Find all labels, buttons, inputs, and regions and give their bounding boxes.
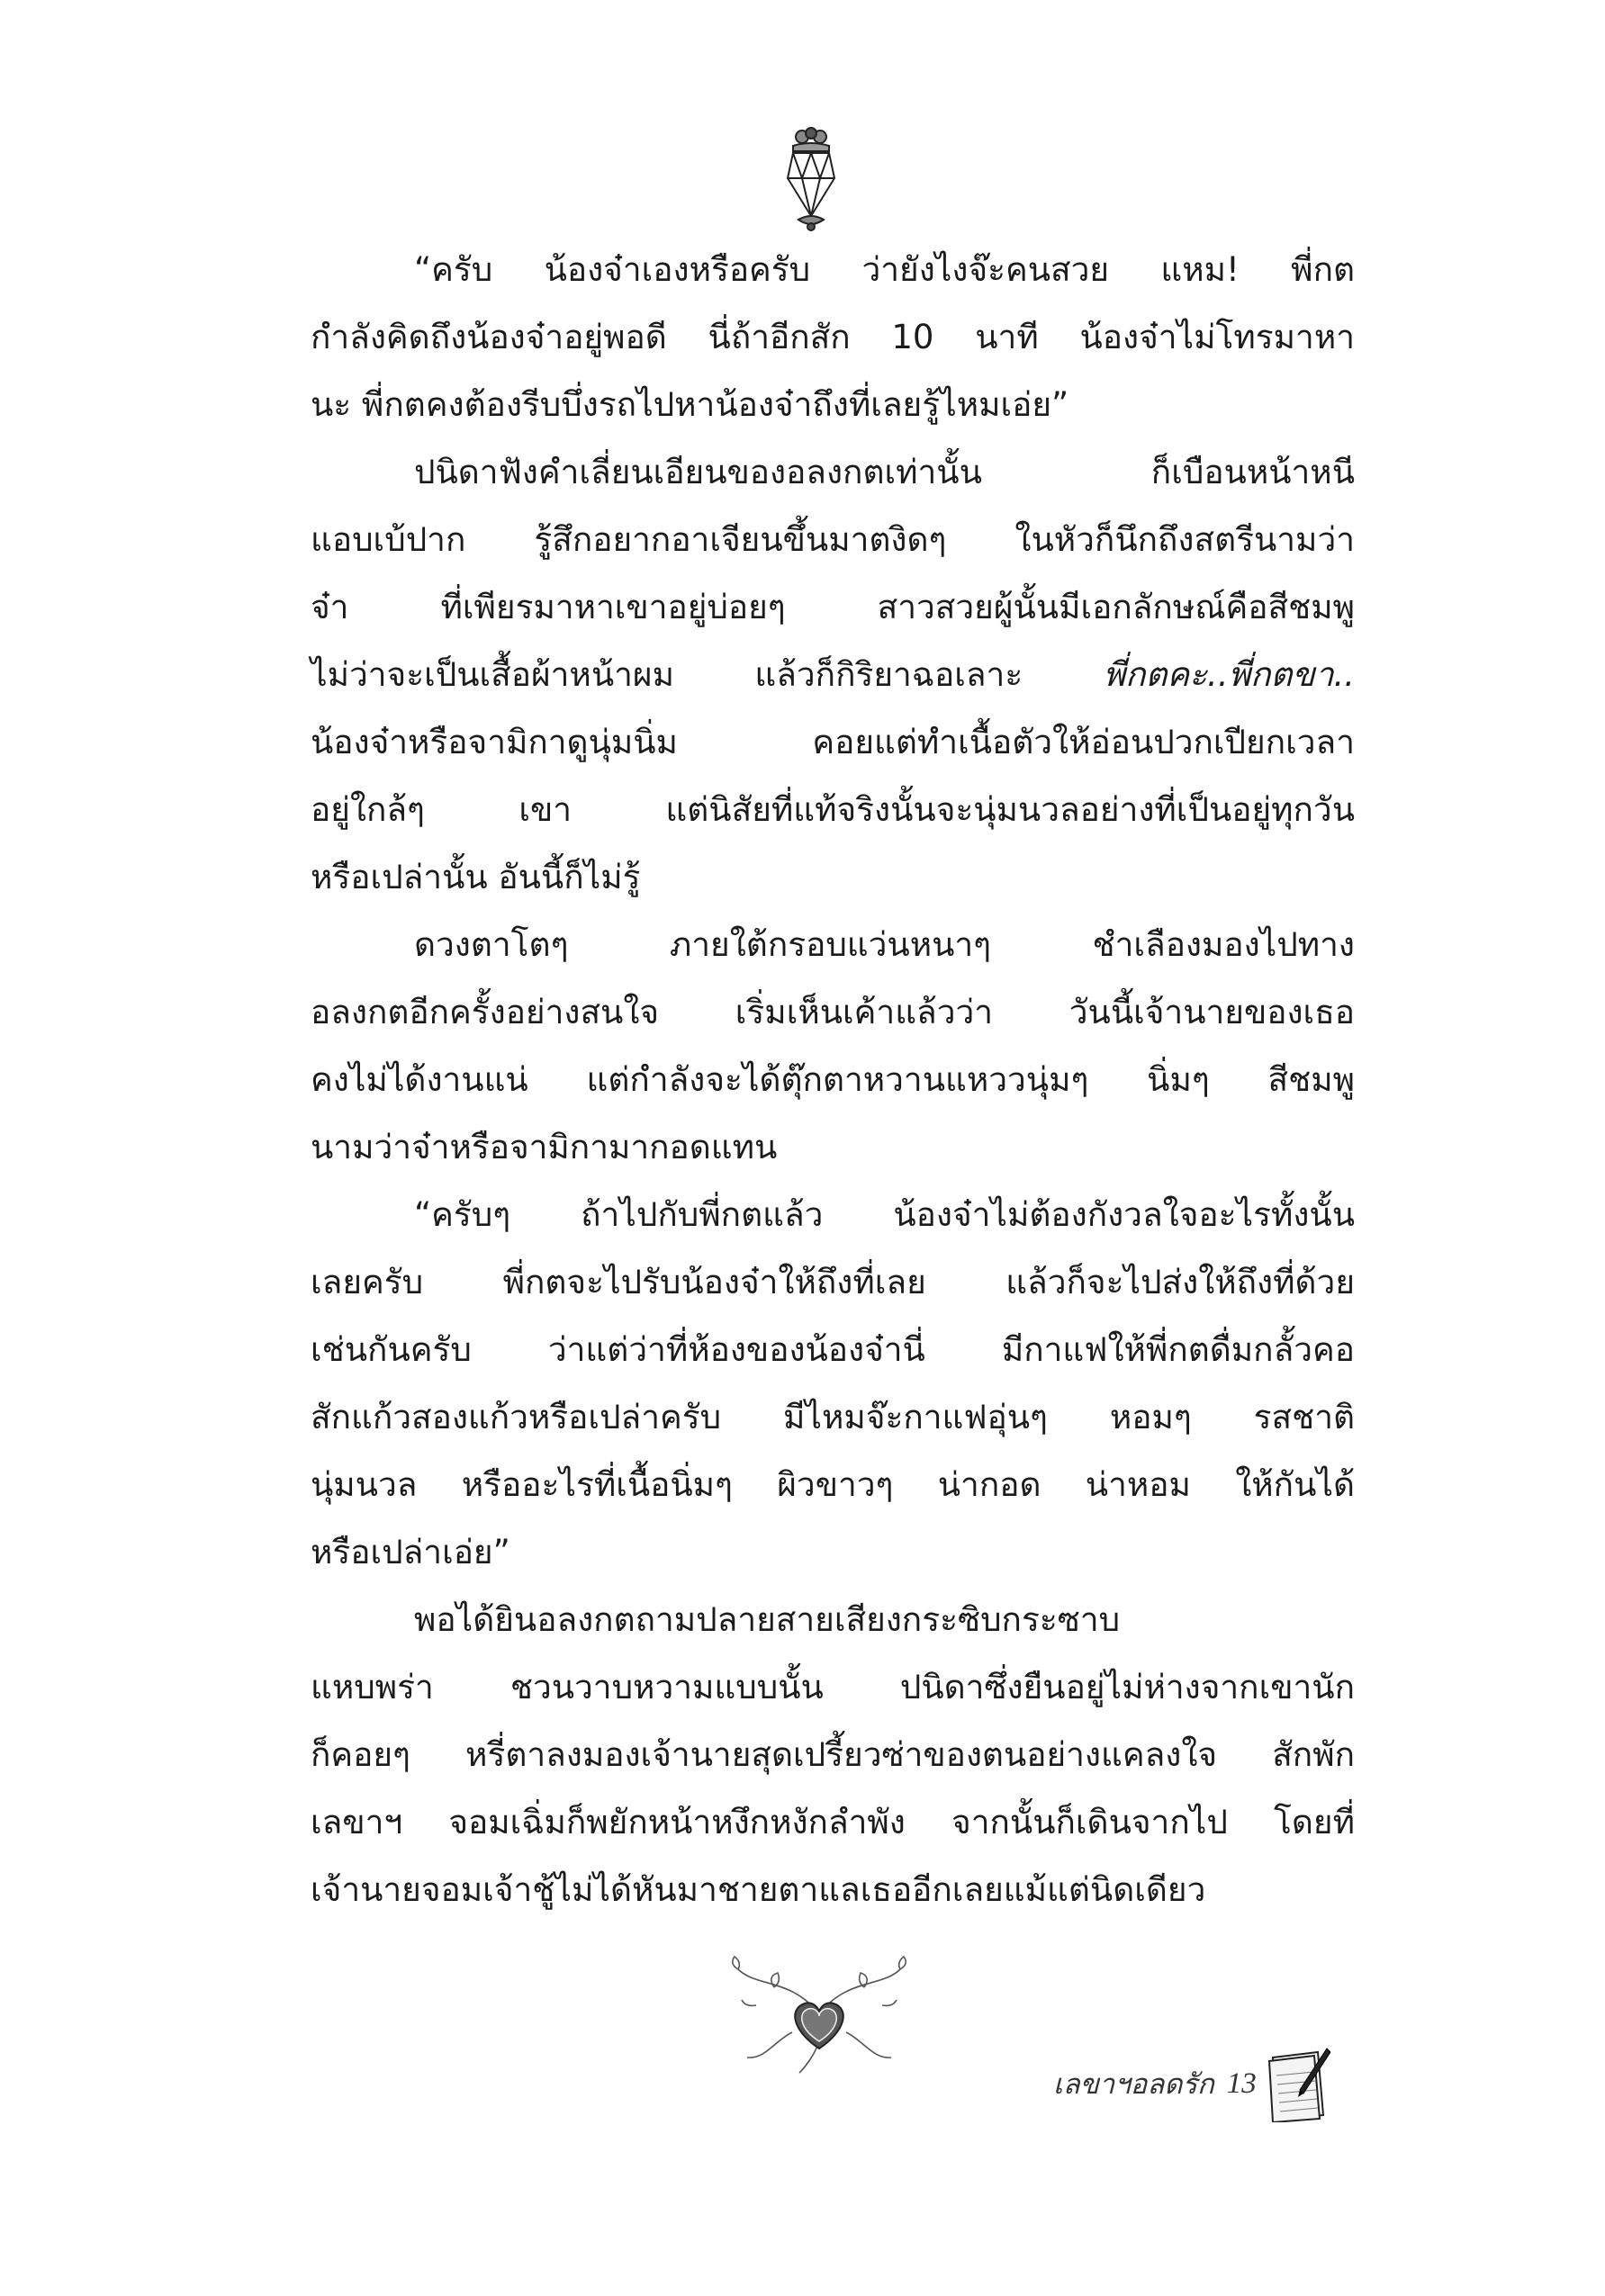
text-line-content: เลขาฯ จอมเฉิ่มก็พยักหน้าหงึกหงักลำพัง จากนั้นก็เดินจากไป โดยที่ <box>311 1803 1355 1841</box>
text-line-content: แหบพร่า ชวนวาบหวามแบบนั้น ปนิดาซึ่งยืนอยู่ไม่ห่างจากเขานัก <box>311 1668 1355 1706</box>
text-line <box>311 708 1355 776</box>
text-line <box>311 303 1355 371</box>
text-line <box>311 776 1355 843</box>
lantern-ornament-icon <box>775 126 847 234</box>
text-line <box>311 1586 1355 1653</box>
text-line-content: นะ พี่กตคงต้องรีบบึ่งรถไปหาน้องจ๋าถึงที่เลยรู้ไหมเอ่ย” <box>311 385 1069 424</box>
notepad-pen-icon <box>1264 2045 1330 2122</box>
text-line <box>311 1383 1355 1451</box>
text-line <box>311 1788 1355 1856</box>
text-line <box>311 371 1355 438</box>
text-line <box>311 1316 1355 1383</box>
page-number: 13 <box>1226 2066 1257 2100</box>
text-line <box>311 438 1355 506</box>
italic-dialogue: พี่กตคะ..พี่กตขา.. <box>1103 655 1355 694</box>
text-line <box>311 1046 1355 1113</box>
text-line <box>311 573 1355 641</box>
text-line-content: หรือเปล่านั้น อันนี้ก็ไม่รู้ <box>311 858 641 896</box>
text-line <box>311 1653 1355 1721</box>
text-line-content: “ครับ น้องจ๋าเองหรือครับ ว่ายังไงจ๊ะคนสวย แหม! พี่กต <box>414 250 1355 289</box>
text-line <box>311 641 1355 708</box>
text-line <box>311 843 1355 911</box>
text-line <box>311 1721 1355 1788</box>
text-line-content: ก็คอยๆ หรี่ตาลงมองเจ้านายสุดเปรี้ยวซ่าของตนอย่างแคลงใจ สักพัก <box>311 1735 1355 1774</box>
book-title: เลขาฯอลดรัก <box>1053 2068 1214 2101</box>
text-line <box>311 911 1355 978</box>
text-line-content: สักแก้วสองแก้วหรือเปล่าครับ มีไหมจ๊ะกาแฟอุ่นๆ หอมๆ รสชาติ <box>311 1398 1355 1436</box>
text-line-content: คงไม่ได้งานแน่ แต่กำลังจะได้ตุ๊กตาหวานแหววนุ่มๆ นิ่มๆ สีชมพู <box>311 1060 1355 1099</box>
text-line <box>311 978 1355 1046</box>
text-line-content: ดวงตาโตๆ ภายใต้กรอบแว่นหนาๆ ชำเลืองมองไปทาง <box>414 925 1355 964</box>
page-footer <box>1053 2043 1330 2124</box>
text-line-content: เลยครับ พี่กตจะไปรับน้องจ๋าให้ถึงที่เลย แล้วก็จะไปส่งให้ถึงที่ด้วย <box>311 1263 1355 1301</box>
text-line <box>311 1248 1355 1316</box>
text-line-content: อลงกตอีกครั้งอย่างสนใจ เริ่มเห็นเค้าแล้วว่า วันนี้เจ้านายของเธอ <box>311 993 1355 1031</box>
text-line-content: น้องจ๋าหรือจามิกาดูนุ่มนิ่ม คอยแต่ทำเนื้อตัวให้อ่อนปวกเปียกเวลา <box>311 723 1355 761</box>
text-line-content: นุ่มนวล หรืออะไรที่เนื้อนิ่มๆ ผิวขาวๆ น่ากอด น่าหอม ให้กันได้ <box>311 1465 1355 1504</box>
text-line <box>311 236 1355 303</box>
text-line <box>311 1181 1355 1248</box>
text-line <box>311 1451 1355 1518</box>
text-line-content: เจ้านายจอมเจ้าชู้ไม่ได้หันมาชายตาแลเธออีกเลยแม้แต่นิดเดียว <box>311 1870 1206 1909</box>
text-line-content: จ๋า ที่เพียรมาหาเขาอยู่บ่อยๆ สาวสวยผู้นั้นมีเอกลักษณ์คือสีชมพู <box>311 588 1355 626</box>
text-line-content: แอบเบ้ปาก รู้สึกอยากอาเจียนขึ้นมาตงิดๆ ในหัวก็นึกถึงสตรีนามว่า <box>311 520 1355 559</box>
text-line-content: ไม่ว่าจะเป็นเสื้อผ้าหน้าผม แล้วก็กิริยาฉอเลาะ <box>311 655 1023 694</box>
text-line-content: ปนิดาฟังคำเลี่ยนเอียนของอลงกตเท่านั้น ก็เบือนหน้าหนี <box>414 453 1355 491</box>
text-line-content: พอได้ยินอลงกตถามปลายสายเสียงกระซิบกระซาบ <box>414 1600 1121 1639</box>
text-line <box>311 1113 1355 1181</box>
text-line <box>311 1518 1355 1586</box>
text-line <box>311 1856 1355 1923</box>
heart-vine-ornament-icon <box>720 1951 918 2077</box>
body-text <box>311 236 1355 1923</box>
text-line-content: “ครับๆ ถ้าไปกับพี่กตแล้ว น้องจ๋าไม่ต้องกังวลใจอะไรทั้งนั้น <box>414 1195 1355 1234</box>
text-line-content: กำลังคิดถึงน้องจ๋าอยู่พอดี นี่ถ้าอีกสัก 10 นาที น้องจ๋าไม่โทรมาหา <box>311 318 1355 356</box>
text-line-content: นามว่าจ๋าหรือจามิกามากอดแทน <box>311 1128 778 1166</box>
text-line-content: อยู่ใกล้ๆ เขา แต่นิสัยที่แท้จริงนั้นจะนุ่มนวลอย่างที่เป็นอยู่ทุกวัน <box>311 790 1355 829</box>
text-line-content: เช่นกันครับ ว่าแต่ว่าที่ห้องของน้องจ๋านี่ มีกาแฟให้พี่กตดื่มกลั้วคอ <box>311 1330 1355 1369</box>
text-line-content: หรือเปล่าเอ่ย” <box>311 1533 510 1571</box>
text-line <box>311 506 1355 573</box>
